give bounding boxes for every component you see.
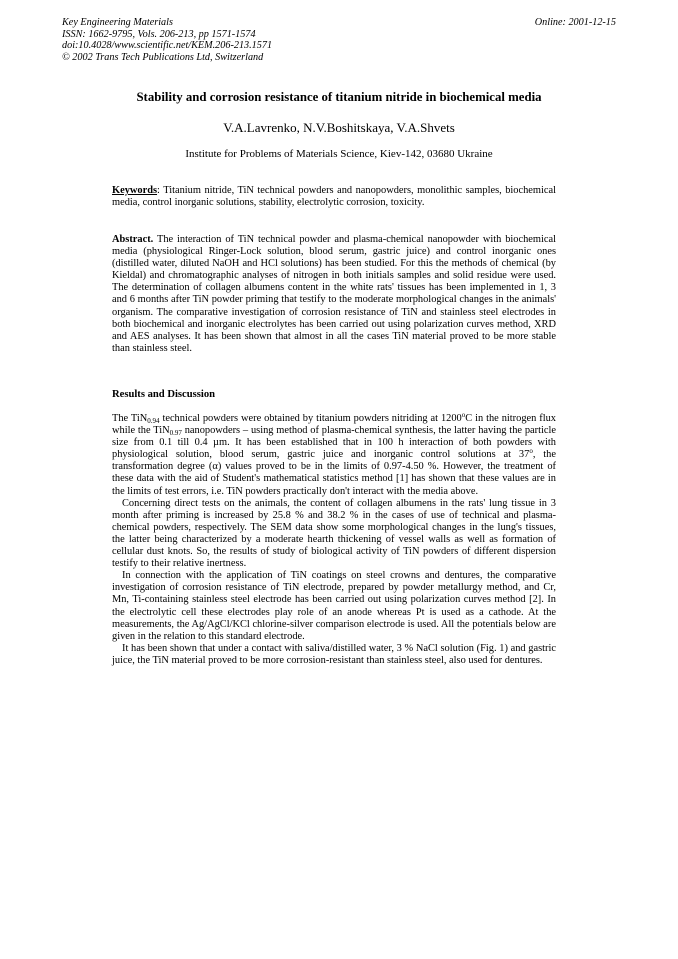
keywords-text: : Titanium nitride, TiN technical powders and nanopowders, monolithic samples, biochemical media, control inorganic solutions, stability, electrolytic corrosion, toxicity.	[112, 185, 556, 209]
copyright-line: © 2002 Trans Tech Publications Ltd, Switzerland	[62, 51, 264, 63]
body-paragraph-1: The TiN$_{0.94}$ technical powders were obtained by titanium powders nitriding at 1200$^o$C in the nitrogen flux while the TiN$_{0.97}$ nanopowders – using method of plasma-chemical synthesis, the latter having the particle size from 0.1 till 0.4 µm. It has been established that in 100 h interaction of both powders with physiological solution, blood serum, gastric juice and inorganic control solutions at 37$^o$, the transformation degree (α) values proved to be in the limits of 0.97-4.50 %. However, the treatment of these data with the aid of Student's mathematical statistics method [1] has shown that these values are in the limits of test errors, i.e. TiN powders practically don't interact with the media above.	[112, 411, 557, 497]
abstract-block	[112, 234, 556, 355]
degree-superscript: o	[461, 411, 466, 419]
online-date: Online: 2001-12-15	[534, 17, 616, 28]
body-text	[112, 413, 556, 667]
affiliation: Institute for Problems of Materials Science, Kiev-142, 03680 Ukraine	[185, 148, 493, 160]
authors: V.A.Lavrenko, N.V.Boshitskaya, V.A.Shvets	[223, 120, 455, 135]
issn-line: ISSN: 1662-9795, Vols. 206-213, pp 1571-1574	[62, 28, 256, 40]
section-heading: Results and Discussion	[112, 389, 216, 400]
abstract-label: Abstract.	[112, 234, 154, 245]
subscript: 0.97	[169, 429, 182, 438]
journal-header	[62, 17, 272, 63]
subscript: 0.94	[147, 417, 160, 425]
journal-name: Key Engineering Materials	[62, 17, 173, 28]
degree-superscript: o	[529, 447, 533, 456]
paper-title: Stability and corrosion resistance of titanium nitride in biochemical media	[136, 90, 542, 104]
body-paragraph-2: Concerning direct tests on the animals, the content of collagen albumens in the rats' lung tissue in 3 month after priming is increased by 25.8 % and 38.2 % in the cases of use of technical and plasma-chemical powders, respectively. The SEM data show some morphological changes in the lung's tissues, the latter being characterized by a moderate hearth thickening of vessel walls as well as formation of cellular dust knots. So, the results of study of biological activity of TiN powders of different dispersion testify to their relative inertness.	[112, 497, 556, 570]
keywords-block	[112, 185, 556, 209]
doi-line[interactable]: doi:10.4028/www.scientific.net/KEM.206-213.1571	[62, 40, 273, 51]
abstract-text: The interaction of TiN technical powder and plasma-chemical nanopowder with biochemical media (physiological Ringer-Lock solution, blood serum, gastric juice) and control inorganic ones (distilled water, diluted NaOH and HCl solutions) has been studied. For this the methods of chemical (by Kieldal) and chromatographic analyses of nitrogen in both initials samples and solid residue were used. The determination of collagen albumens content in the white rats' tissues has been implemented in 1, 3 and 6 months after TiN powder priming that testify to the moderate morphological changes in the animals' organism. The comparative investigation of corrosion resistance of TiN and stainless steel electrodes in both biochemical and inorganic electrolytes has been carried out using polarization curves method, XRD and AES analyses. It has been shown that almost in all the cases TiN material proved to be more stable than stainless steel.	[112, 234, 556, 354]
body-paragraph-3: In connection with the application of TiN coatings on steel crowns and dentures, the comparative investigation of corrosion resistance of TiN electrode, prepared by powder metallurgy method, and Cr, Mn, Ti-containing stainless steel electrode has been carried out using polarization curves method [2]. In the electrolytic cell these electrodes play role of an anode whereas Pt is used as a cathode. At the measurements, the Ag/AgCl/KCl chlorine-silver comparison electrode is used. All the potentials below are given in the relation to this standard electrode.	[112, 570, 556, 642]
body-paragraph-4: It has been shown that under a contact with saliva/distilled water, 3 % NaCl solution (Fig. 1) and gastric juice, the TiN material proved to be more corrosion-resistant than stainless steel, also used for dentures.	[112, 642, 556, 666]
keywords-label: Keywords	[112, 185, 158, 196]
